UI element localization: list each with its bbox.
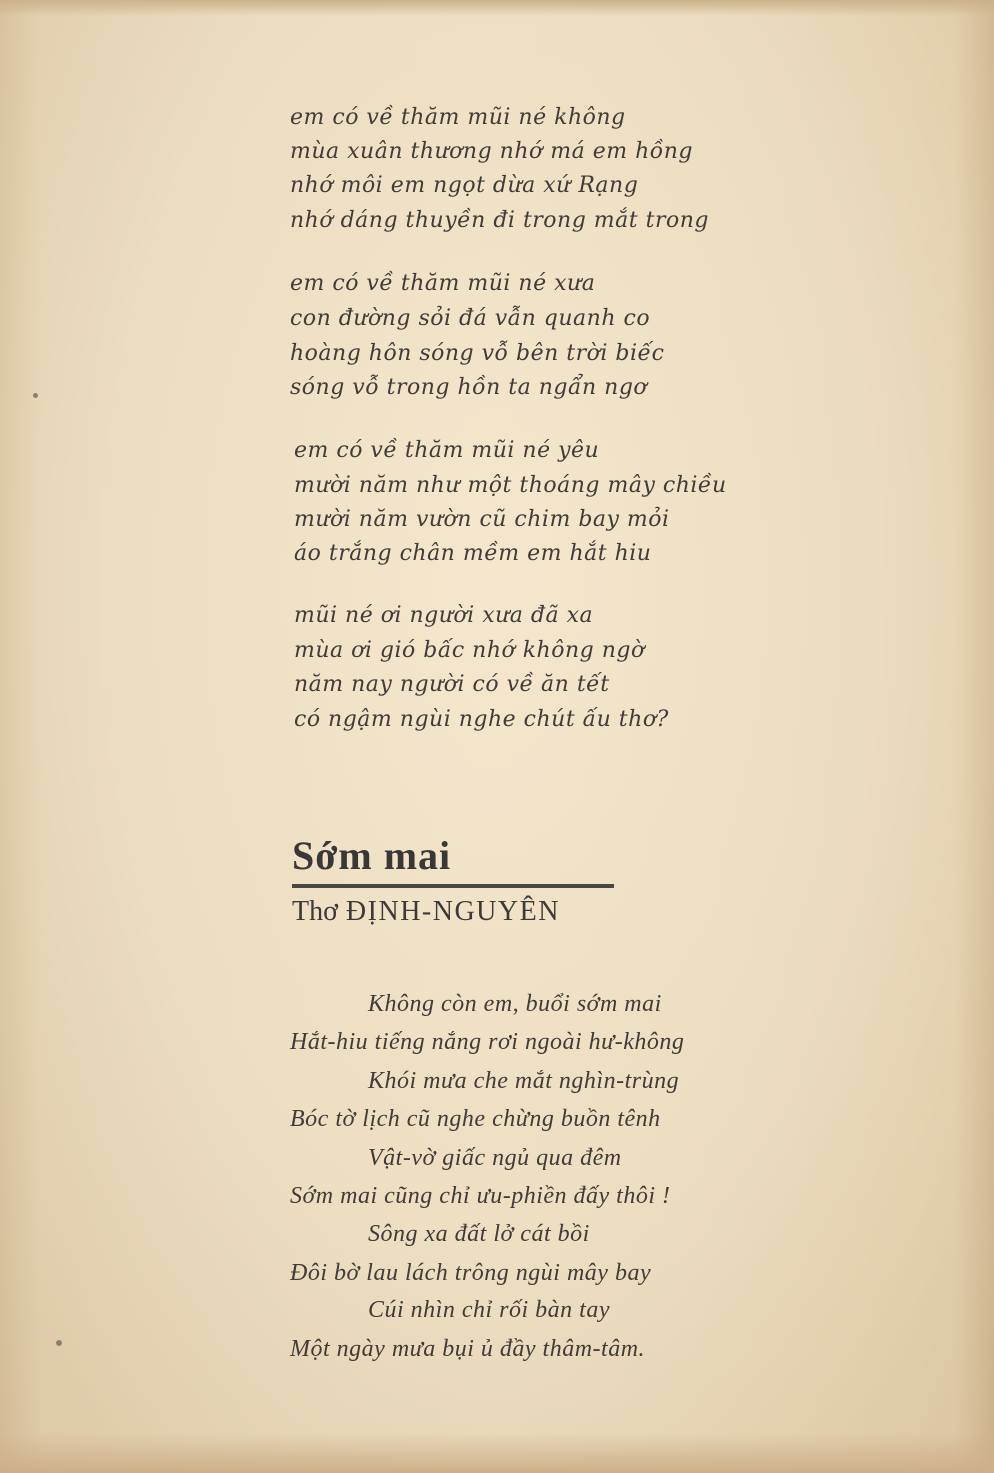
poem-line: sóng vỗ trong hồn ta ngẩn ngơ <box>290 375 648 400</box>
poem-line: nhớ môi em ngọt dừa xứ Rạng <box>290 173 639 198</box>
poem-line: Cúi nhìn chỉ rối bàn tay <box>368 1297 610 1323</box>
poem-line: hoàng hôn sóng vỗ bên trời biếc <box>290 341 665 366</box>
poem-line: Không còn em, buổi sớm mai <box>368 991 662 1017</box>
poem-line: em có về thăm mũi né xưa <box>290 271 596 296</box>
byline-prefix: Thơ <box>292 896 338 927</box>
poem-line: mười năm như một thoáng mây chiều <box>294 473 727 498</box>
poem-line: mùa xuân thương nhớ má em hồng <box>290 139 693 164</box>
poem-line: nhớ dáng thuyền đi trong mắt trong <box>290 208 709 233</box>
byline <box>292 894 560 930</box>
poem-line: Một ngày mưa bụi ủ đầy thâm-tâm. <box>290 1336 646 1362</box>
poem-line: con đường sỏi đá vẫn quanh co <box>290 306 651 331</box>
section-title: Sớm mai <box>292 833 452 878</box>
author-name: ĐỊNH-NGUYÊN <box>345 896 560 927</box>
poem-line: em có về thăm mũi né không <box>290 105 626 130</box>
page-bottom-edge <box>0 1433 994 1473</box>
poem-line: năm nay người có về ăn tết <box>294 672 610 697</box>
poem-line: Bóc tờ lịch cũ nghe chừng buồn tênh <box>290 1106 661 1132</box>
poem-line: Khói mưa che mắt nghìn-trùng <box>368 1068 680 1094</box>
poem-line: mùa ơi gió bấc nhớ không ngờ <box>294 638 645 663</box>
poem-line: Sớm mai cũng chỉ ưu-phiền đấy thôi ! <box>290 1183 671 1209</box>
poem-line: Sông xa đất lở cát bồi <box>368 1221 590 1247</box>
poem-line: mười năm vườn cũ chim bay mỏi <box>294 507 670 532</box>
poem-line: mũi né ơi người xưa đã xa <box>294 603 594 628</box>
paper-speck <box>33 393 38 398</box>
poem-line: áo trắng chân mềm em hắt hiu <box>294 541 652 566</box>
poem-line: Hắt-hiu tiếng nắng rơi ngoài hư-không <box>290 1029 685 1055</box>
poem-line: có ngậm ngùi nghe chút ấu thơ? <box>294 707 669 732</box>
poem-line: Đôi bờ lau lách trông ngùi mây bay <box>290 1260 652 1286</box>
poem-line: em có về thăm mũi né yêu <box>294 438 600 463</box>
poem-line: Vật-vờ giấc ngủ qua đêm <box>368 1145 622 1171</box>
title-underline <box>292 884 614 888</box>
page-top-edge <box>0 0 994 16</box>
paper-speck <box>56 1340 62 1346</box>
